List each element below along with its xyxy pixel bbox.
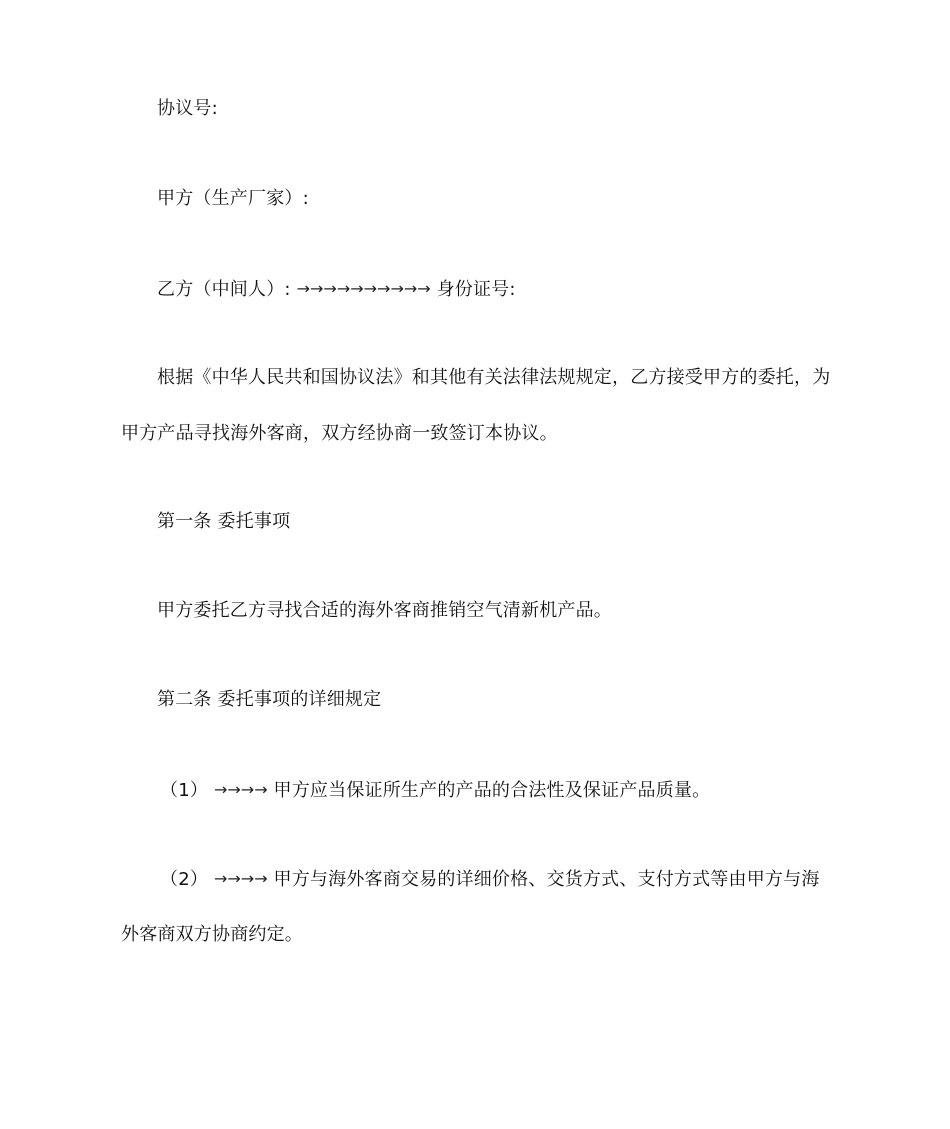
agreement-number-line: 协议号: bbox=[157, 98, 218, 119]
article-1-body: 甲方委托乙方寻找合适的海外客商推销空气清新机产品。 bbox=[157, 600, 612, 621]
tab-arrows: →→→→ bbox=[213, 869, 268, 888]
tab-arrows: →→→→→→→→→→ bbox=[296, 279, 431, 298]
item-1-text: 甲方应当保证所生产的产品的合法性及保证产品质量。 bbox=[273, 780, 711, 801]
article-2-item-1 bbox=[0, 775, 950, 805]
preamble-line-1: 根据《中华人民共和国协议法》和其他有关法律法规规定，乙方接受甲方的委托，为 bbox=[157, 367, 831, 388]
item-1-number: （1） bbox=[160, 780, 209, 801]
article-1-heading: 第一条 委托事项 bbox=[157, 511, 291, 532]
id-number-label: 身份证号: bbox=[436, 279, 516, 300]
party-b-label: 乙方（中间人）: bbox=[157, 279, 291, 300]
party-a-line: 甲方（生产厂家）: bbox=[157, 188, 309, 209]
article-2-item-2-cont: 外客商双方协商约定。 bbox=[121, 924, 303, 945]
party-b-line bbox=[0, 274, 950, 304]
preamble-line-2: 甲方产品寻找海外客商，双方经协商一致签订本协议。 bbox=[121, 423, 558, 444]
article-2-item-2 bbox=[0, 864, 950, 894]
tab-arrows: →→→→ bbox=[213, 780, 268, 799]
article-2-heading: 第二条 委托事项的详细规定 bbox=[157, 689, 382, 710]
item-2-text: 甲方与海外客商交易的详细价格、交货方式、支付方式等由甲方与海 bbox=[273, 869, 820, 890]
item-2-number: （2） bbox=[160, 869, 209, 890]
